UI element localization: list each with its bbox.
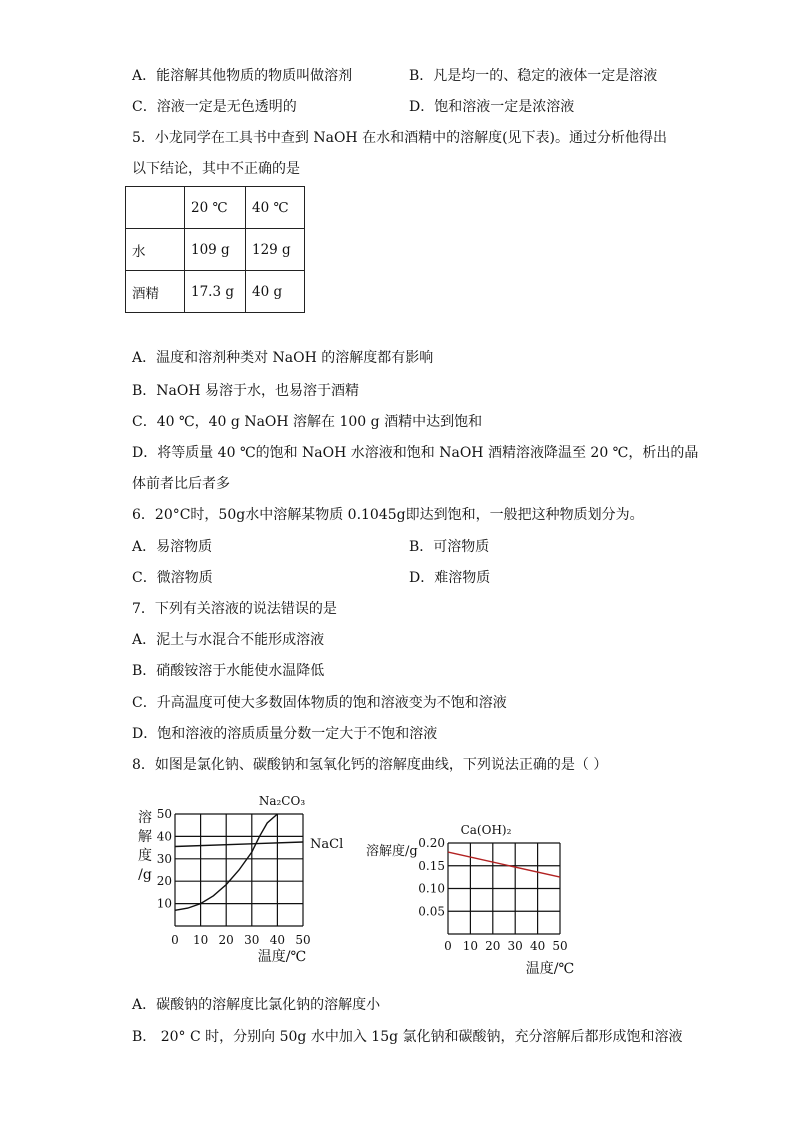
y-axis-label: 溶解度/g (366, 844, 418, 859)
q5-option-d-line1: D．将等质量 40 ℃的饱和 NaOH 水溶液和饱和 NaOH 酒精溶液降温至 20 ℃，析出的晶 (132, 445, 699, 461)
chart-grid (448, 843, 560, 934)
y-axis-label: 解 (138, 829, 152, 845)
x-tick-label: 30 (507, 939, 523, 953)
chart-series (175, 814, 303, 910)
q6-stem: 6．20°C时，50g水中溶解某物质 0.1045g即达到饱和，一般把这种物质划分为。 (132, 507, 644, 523)
y-tick-label: 0.10 (418, 881, 445, 896)
q5-option-c: C．40 ℃，40 g NaOH 溶解在 100 g 酒精中达到饱和 (132, 414, 483, 430)
q4-option-c: C．溶液一定是无色透明的 (132, 99, 297, 115)
y-tick-label: 10 (156, 896, 172, 911)
series-label-na2co3: Na₂CO₃ (258, 794, 306, 808)
x-tick-label: 30 (244, 933, 260, 947)
y-axis-label: 溶 (138, 810, 152, 826)
table-cell: 109 g (185, 229, 246, 271)
x-tick-label: 50 (295, 933, 311, 947)
x-tick-label: 40 (269, 933, 286, 947)
y-tick-label: 30 (156, 851, 172, 866)
solubility-chart-nacl-na2co3 (130, 790, 360, 980)
x-axis-label: 温度/℃ (525, 961, 575, 977)
chart-title: Ca(OH)₂ (460, 823, 512, 837)
q5-stem-line1: 5．小龙同学在工具书中查到 NaOH 在水和酒精中的溶解度(见下表)。通过分析他得出 (132, 130, 668, 146)
q8-option-a: A．碳酸钠的溶解度比氯化钠的溶解度小 (132, 997, 381, 1013)
x-tick-label: 0 (171, 933, 179, 947)
q6-option-c: C．微溶物质 (132, 570, 213, 586)
x-axis-label: 温度/℃ (257, 949, 307, 965)
q7-option-d: D．饱和溶液的溶质质量分数一定大于不饱和溶液 (132, 726, 438, 742)
table-cell: 40 ℃ (246, 187, 305, 229)
series-label-nacl: NaCl (310, 837, 344, 852)
table-cell: 20 ℃ (185, 187, 246, 229)
table-row (126, 271, 305, 313)
table-cell (126, 187, 185, 229)
x-tick-label: 40 (529, 939, 546, 953)
table-row (126, 229, 305, 271)
series-line (175, 842, 303, 847)
x-tick-label: 10 (192, 933, 209, 947)
y-tick-label: 50 (156, 807, 172, 821)
q7-option-b: B．硝酸铵溶于水能使水温降低 (132, 663, 325, 679)
y-tick-label: 0.20 (418, 836, 445, 850)
q7-option-a: A．泥土与水混合不能形成溶液 (132, 632, 325, 648)
q8-option-b: B． 20° C 时，分别向 50g 水中加入 15g 氯化钠和碳酸钠，充分溶解后都形成饱和溶液 (132, 1029, 683, 1045)
y-tick-label: 0.05 (418, 904, 445, 919)
q8-stem: 8．如图是氯化钠、碳酸钠和氢氧化钙的溶解度曲线，下列说法正确的是（ ） (132, 757, 608, 773)
x-tick-label: 0 (444, 939, 452, 953)
y-tick-label: 0.15 (418, 858, 445, 873)
x-tick-label: 50 (552, 939, 568, 953)
q6-option-a: A．易溶物质 (132, 539, 213, 555)
q5-stem-line2: 以下结论，其中不正确的是 (132, 161, 300, 177)
y-axis-label: 度 (138, 848, 152, 864)
solubility-table (125, 186, 305, 313)
x-tick-label: 10 (462, 939, 479, 953)
solubility-chart-caoh2 (360, 815, 590, 980)
table-row-header (126, 187, 305, 229)
q4-option-b: B．凡是均一的、稳定的液体一定是溶液 (409, 68, 658, 84)
q5-option-b: B．NaOH 易溶于水，也易溶于酒精 (132, 383, 360, 399)
y-axis-label: /g (138, 867, 152, 883)
table-cell: 17.3 g (185, 271, 246, 313)
q7-stem: 7．下列有关溶液的说法错误的是 (132, 601, 337, 617)
x-tick-label: 20 (218, 933, 234, 947)
table-cell: 水 (126, 229, 185, 271)
x-tick-label: 20 (485, 939, 501, 953)
table-cell: 酒精 (126, 271, 185, 313)
q6-option-d: D．难溶物质 (409, 570, 491, 586)
y-tick-label: 20 (156, 874, 172, 889)
q6-option-b: B．可溶物质 (409, 539, 490, 555)
table-cell: 129 g (246, 229, 305, 271)
q5-option-a: A．温度和溶剂种类对 NaOH 的溶解度都有影响 (132, 350, 434, 366)
q4-option-d: D．饱和溶液一定是浓溶液 (409, 99, 575, 115)
chart-series (448, 852, 560, 877)
q5-option-d-line2: 体前者比后者多 (132, 476, 230, 492)
table-cell: 40 g (246, 271, 305, 313)
q4-option-a: A．能溶解其他物质的物质叫做溶剂 (132, 68, 353, 84)
q7-option-c: C．升高温度可使大多数固体物质的饱和溶液变为不饱和溶液 (132, 695, 507, 711)
series-line (448, 852, 560, 877)
y-tick-label: 40 (156, 829, 172, 844)
